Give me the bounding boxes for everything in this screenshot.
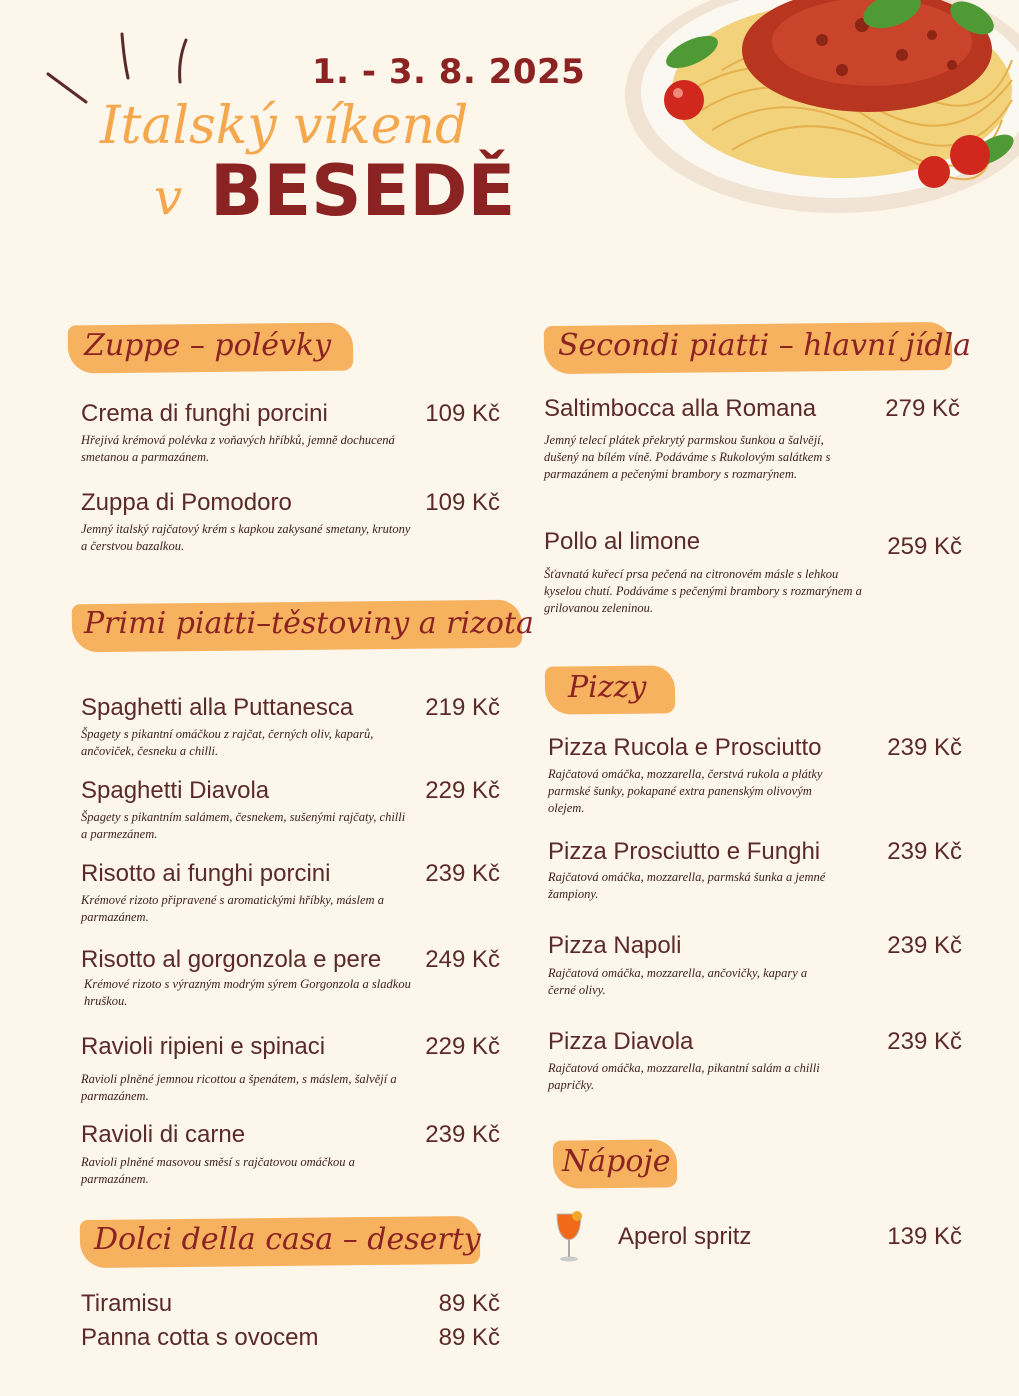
menu-item-name: Spaghetti Diavola: [81, 777, 270, 804]
menu-item-desc: Jemný telecí plátek překrytý parmskou šunkou a šalvějí, dušený na bílém víně. Podáváme s Rukolovým salátkem s parmazánem a pečenými brambory s rozmarýnem.: [544, 433, 831, 481]
menu-item-desc: Jemný italský rajčatový krém s kapkou zakysané smetany, krutony a čerstvou bazalkou.: [81, 522, 411, 553]
section-title-secondi: Secondi piatti – hlavní jídla: [558, 328, 972, 363]
menu-item-name: Ravioli di carne: [81, 1121, 246, 1148]
menu-item-name: Risotto al gorgonzola e pere: [81, 946, 382, 973]
spaghetti-plate-image: [622, 0, 1019, 232]
menu-item-name: Saltimbocca alla Romana: [544, 395, 817, 422]
menu-item-name: Pollo al limone: [544, 528, 701, 555]
menu-item-desc: Rajčatová omáčka, mozzarella, pikantní salám a chilli papričky.: [548, 1061, 820, 1092]
menu-item-desc: Rajčatová omáčka, mozzarella, parmská šunka a jemné žampiony.: [548, 870, 826, 901]
menu-item-desc: Krémové rizoto s výrazným modrým sýrem Gorgonzola a sladkou hruškou.: [84, 977, 411, 1008]
event-date: 1. - 3. 8. 2025: [312, 52, 586, 92]
menu-item-price: 239 Kč: [887, 1028, 962, 1055]
menu-item-name: Risotto ai funghi porcini: [81, 860, 331, 887]
menu-item-desc: Rajčatová omáčka, mozzarella, ančovičky, kapary a černé olivy.: [548, 966, 808, 997]
menu-item-name: Aperol spritz: [618, 1223, 752, 1250]
menu-item-desc: Špagety s pikantním salámem, česnekem, sušenými rajčaty, chilli a parmezánem.: [81, 810, 406, 841]
section-title-napoje: Nápoje: [562, 1144, 671, 1179]
menu-item-name: Tiramisu: [81, 1290, 173, 1317]
menu-item-price: 229 Kč: [425, 1033, 500, 1060]
title-v: v: [154, 168, 183, 226]
menu-item-price: 89 Kč: [438, 1324, 500, 1351]
menu-item-name: Crema di funghi porcini: [81, 400, 328, 427]
menu-item-desc: Ravioli plněné masovou směsí s rajčatovou omáčkou a parmazánem.: [81, 1155, 355, 1186]
menu-item-desc: Krémové rizoto připravené s aromatickými hříbky, máslem a parmazánem.: [81, 893, 384, 924]
menu-item-price: 229 Kč: [425, 777, 500, 804]
menu-item-desc: Ravioli plněné jemnou ricottou a špenátem, s máslem, šalvějí a parmazánem.: [81, 1072, 397, 1103]
menu-item-name: Zuppa di Pomodoro: [81, 489, 292, 516]
title-besede: BESEDĚ: [210, 150, 516, 232]
menu-item-desc: Špagety s pikantní omáčkou z rajčat, černých oliv, kaparů, ančoviček, česneku a chilli.: [81, 727, 374, 758]
section-title-primi: Primi piatti–těstoviny a rizota: [84, 606, 534, 641]
section-title-soups: Zuppe – polévky: [84, 328, 332, 363]
menu-item-price: 89 Kč: [438, 1290, 500, 1317]
menu-item-price: 259 Kč: [887, 533, 962, 560]
section-title-pizzy: Pizzy: [568, 670, 647, 705]
menu-item-price: 109 Kč: [425, 400, 500, 427]
menu-item-name: Pizza Diavola: [548, 1028, 694, 1055]
menu-item-price: 239 Kč: [425, 860, 500, 887]
menu-item-desc: Šťavnatá kuřecí prsa pečená na citronovém másle s lehkou kyselou chutí. Podáváme s pečenými brambory s rozmarýnem a grilovanou zeleninou.: [544, 567, 862, 615]
menu-item-price: 239 Kč: [887, 838, 962, 865]
menu-item-name: Spaghetti alla Puttanesca: [81, 694, 354, 721]
menu-item-price: 239 Kč: [887, 932, 962, 959]
menu-item-name: Pizza Napoli: [548, 932, 682, 959]
menu-item-price: 109 Kč: [425, 489, 500, 516]
menu-item-price: 249 Kč: [425, 946, 500, 973]
menu-item-desc: Rajčatová omáčka, mozzarella, čerstvá rukola a plátky parmské šunky, pokapané extra panenským olivovým olejem.: [548, 767, 823, 815]
menu-item-price: 239 Kč: [425, 1121, 500, 1148]
menu-item-price: 239 Kč: [887, 734, 962, 761]
section-title-dolci: Dolci della casa – deserty: [94, 1222, 481, 1257]
cocktail-glass-icon: [553, 1208, 585, 1264]
menu-item-price: 279 Kč: [885, 395, 960, 422]
menu-item-name: Ravioli ripieni e spinaci: [81, 1033, 326, 1060]
menu-item-price: 139 Kč: [887, 1223, 962, 1250]
menu-item-desc: Hřejivá krémová polévka z voňavých hříbků, jemně dochucená smetanou a parmazánem.: [81, 433, 395, 464]
menu-item-name: Pizza Rucola e Prosciutto: [548, 734, 822, 761]
title-italsky-vikend: Italský víkend: [100, 96, 469, 156]
menu-item-price: 219 Kč: [425, 694, 500, 721]
menu-item-name: Pizza Prosciutto e Funghi: [548, 838, 821, 865]
menu-item-name: Panna cotta s ovocem: [81, 1324, 319, 1351]
